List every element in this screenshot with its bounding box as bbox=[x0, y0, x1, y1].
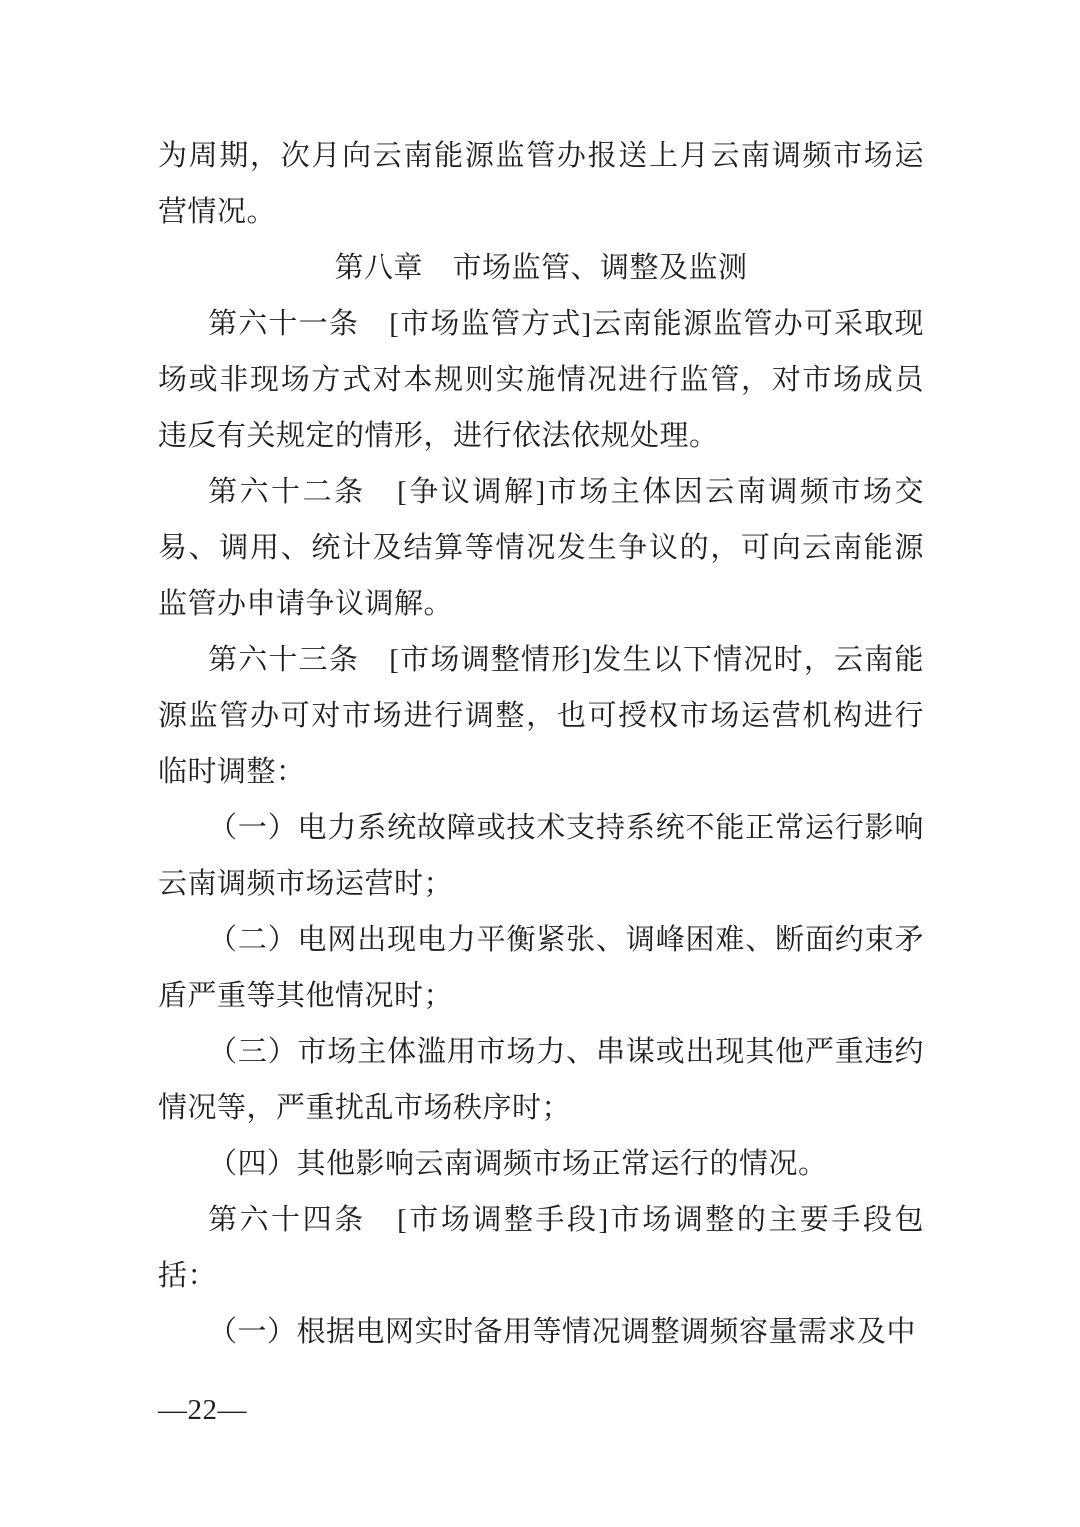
list-item-paragraph-5-truncated: （一）根据电网实时备用等情况调整调频容量需求及中 bbox=[208, 1316, 917, 1348]
body-paragraph-continuation: 为周期，次月向云南能源监管办报送上月云南调频市场运营情况。 bbox=[158, 140, 924, 228]
document-content bbox=[158, 128, 924, 1360]
article-paragraph-63: 第六十三条 [市场调整情形]发生以下情况时，云南能源监管办可对市场进行调整，也可授权市场运营机构进行临时调整： bbox=[158, 644, 924, 788]
article-paragraph-61: 第六十一条 [市场监管方式]云南能源监管办可采取现场或非现场方式对本规则实施情况进行监管，对市场成员违反有关规定的情形，进行依法依规处理。 bbox=[158, 308, 924, 452]
list-item-paragraph-3: （三）市场主体滥用市场力、串谋或出现其他严重违约情况等，严重扰乱市场秩序时； bbox=[158, 1036, 924, 1124]
article-paragraph-62: 第六十二条 [争议调解]市场主体因云南调频市场交易、调用、统计及结算等情况发生争议的，可向云南能源监管办申请争议调解。 bbox=[158, 476, 924, 620]
page-number: —22— bbox=[158, 1394, 247, 1426]
article-paragraph-64: 第六十四条 [市场调整手段]市场调整的主要手段包括： bbox=[158, 1204, 924, 1292]
list-item-paragraph-1: （一）电力系统故障或技术支持系统不能正常运行影响云南调频市场运营时； bbox=[158, 812, 924, 900]
list-item-paragraph-4: （四）其他影响云南调频市场正常运行的情况。 bbox=[208, 1148, 828, 1180]
chapter-heading: 第八章 市场监管、调整及监测 bbox=[334, 252, 748, 284]
list-item-paragraph-2: （二）电网出现电力平衡紧张、调峰困难、断面约束矛盾严重等其他情况时； bbox=[158, 924, 924, 1012]
